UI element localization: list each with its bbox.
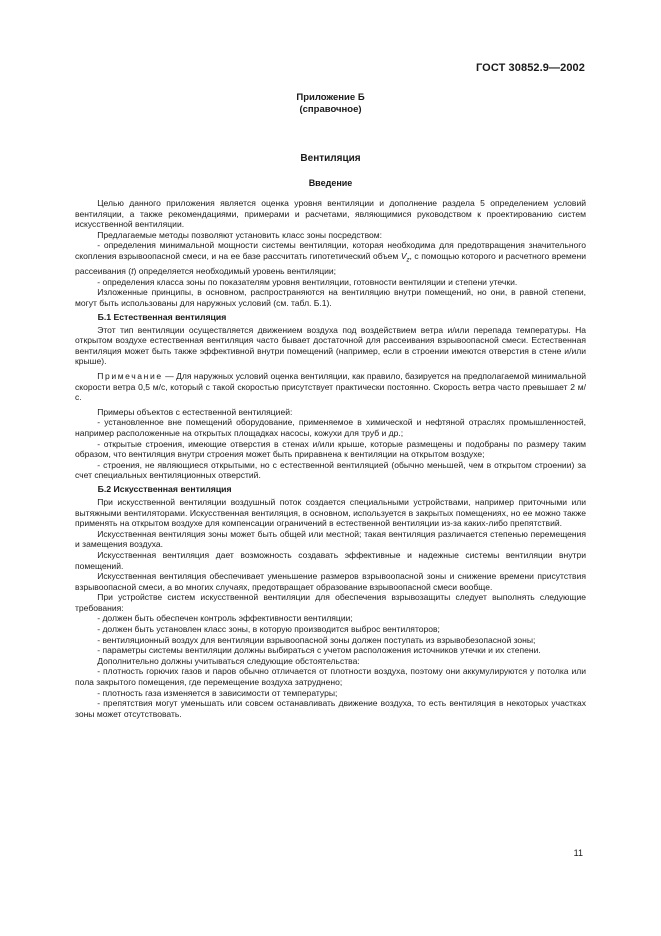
b1-paragraph-1: Этот тип вентиляции осуществляется движением воздуха под воздействием ветра и/или перепада температуры. На открытом воздухе естественная вентиляция часто бывает достаточной для рассеивания взрывоопасной смеси. Естественная вентиляция может быть также эффективной внутри помещений (например, если в строении имеются отверстия в стене и/или крыше). [75,324,586,367]
intro-list-item-2: - определения класса зоны по показателям уровня вентиляции, готовности вентиляции и степени утечки. [97,276,518,287]
b1-list-item-2: - открытые строения, имеющие отверстия в стенах и/или крыше, которые размещены и подобраны по размеру таким образом, что вентиляция внутри строения может быть приравнена к вентиляции на открытом воздухе; [75,438,586,460]
b2-paragraph-4: Искусственная вентиляция обеспечивает уменьшение размеров взрывоопасной зоны и снижение времени присутствия взрывоопасной смеси, а во многих случаях, предотвращает образование взрывоопасной смеси вообще. [75,571,586,592]
b2-paragraph-3: Искусственная вентиляция дает возможность создавать эффективные и надежные системы вентиляции внутри помещений. [75,549,586,571]
b2-list-item-6: - плотность газа изменяется в зависимости от температуры; [97,687,338,698]
b2-list-item-2: - должен быть установлен класс зоны, в которую производится выброс вентиляторов; [97,624,440,635]
b2-heading: Б.2 Искусственная вентиляция [97,483,232,494]
b1-heading: Б.1 Естественная вентиляция [97,311,227,322]
document-code: ГОСТ 30852.9—2002 [475,62,585,74]
b1-list-item-1: - установленное вне помещений оборудование, применяемое в химической и нефтяной отраслях промышленностей, например расположенные на открытых площадках насосы, кожухи для труб и др.; [75,417,586,438]
b2-list-item-7: - препятствия могут уменьшать или совсем останавливать движение воздуха, то есть вентиляция в некоторых участках зоны может отсутствовать. [75,698,586,719]
b2-list-item-5: - плотность горючих газов и паров обычно отличается от плотности воздуха, поэтому они аккумулируются у потолка или пола закрытого помещения, где перемещение воздуха затруднено; [75,666,586,688]
b2-list-item-4: - параметры системы вентиляции должны выбираться с учетом расположения источников утечки и их степени. [97,645,541,656]
note-label: Примечание [97,371,163,382]
document-body [75,198,586,719]
section-title: Вентиляция [300,153,361,164]
b2-paragraph-5: При устройстве систем искусственной вентиляции для обеспечения взрывозащиты следует выполнять следующие требования: [75,592,586,613]
b1-list-item-3: - строения, не являющиеся открытыми, но с естественной вентиляцией (обычно меньшей, чем в открытом строении) за счет специальных вентиляционных отверстий. [75,459,586,481]
b1-paragraph-2: Примеры объектов с естественной вентиляцией: [97,406,293,417]
note-text: — Для наружных условий оценка вентиляции, как правило, базируется на предполагаемой минимальной скорости ветра 0,5 м/с, который с такой скоростью присутствует практически постоянно. Скорость ветра часто превышает 2 м/с. [75,371,586,403]
annex-type: (справочное) [299,104,362,115]
intro-paragraph-3: Изложенные принципы, в основном, распространяются на вентиляцию внутри помещений, но они, в равной степени, могут быть использованы для наружных условий (см. табл. Б.1). [75,287,586,309]
b2-paragraph-1: При искусственной вентиляции воздушный поток создается специальными устройствами, например приточными или вытяжными вентиляторами. Искусственная вентиляция, в основном, используется в закрытых помещениях, но ее можно также применять на открытом воздухе для компенсации ограничений в естественной вентиляции из-за каких-либо препятствий. [75,496,586,529]
page-number: 11 [573,848,583,858]
intro-list-item-1: - определения минимальной мощности системы вентиляции, которая необходима для предотвращения значительного скопления взрывоопасной смеси, и на ее базе рассчитать гипотетический объем $V_z$, с помощью которого и расчетного времени рассеивания (t) определяется необходимый уровень вентиляции; [75,240,586,277]
b1-note [75,371,586,403]
b2-paragraph-6: Дополнительно должны учитываться следующие обстоятельства: [97,655,360,666]
intro-paragraph-1: Целью данного приложения является оценка уровня вентиляции и дополнение раздела 5 определением условий вентиляции, а также рекомендациями, примерами и расчетами, являющимися руководством к проектированию систем искусственной вентиляции. [75,198,586,230]
intro-heading: Введение [308,178,353,188]
b2-list-item-3: - вентиляционный воздух для вентиляции взрывоопасной зоны должен поступать из взрывобезопасной зоны; [97,634,536,645]
b2-list-item-1: - должен быть обеспечен контроль эффективности вентиляции; [97,613,353,624]
intro-paragraph-2: Предлагаемые методы позволяют установить класс зоны посредством: [97,229,383,240]
annex-label: Приложение Б [296,92,365,103]
b2-paragraph-2: Искусственная вентиляция зоны может быть общей или местной; такая вентиляция различается степенью перемещения и замещения воздуха. [75,528,586,550]
